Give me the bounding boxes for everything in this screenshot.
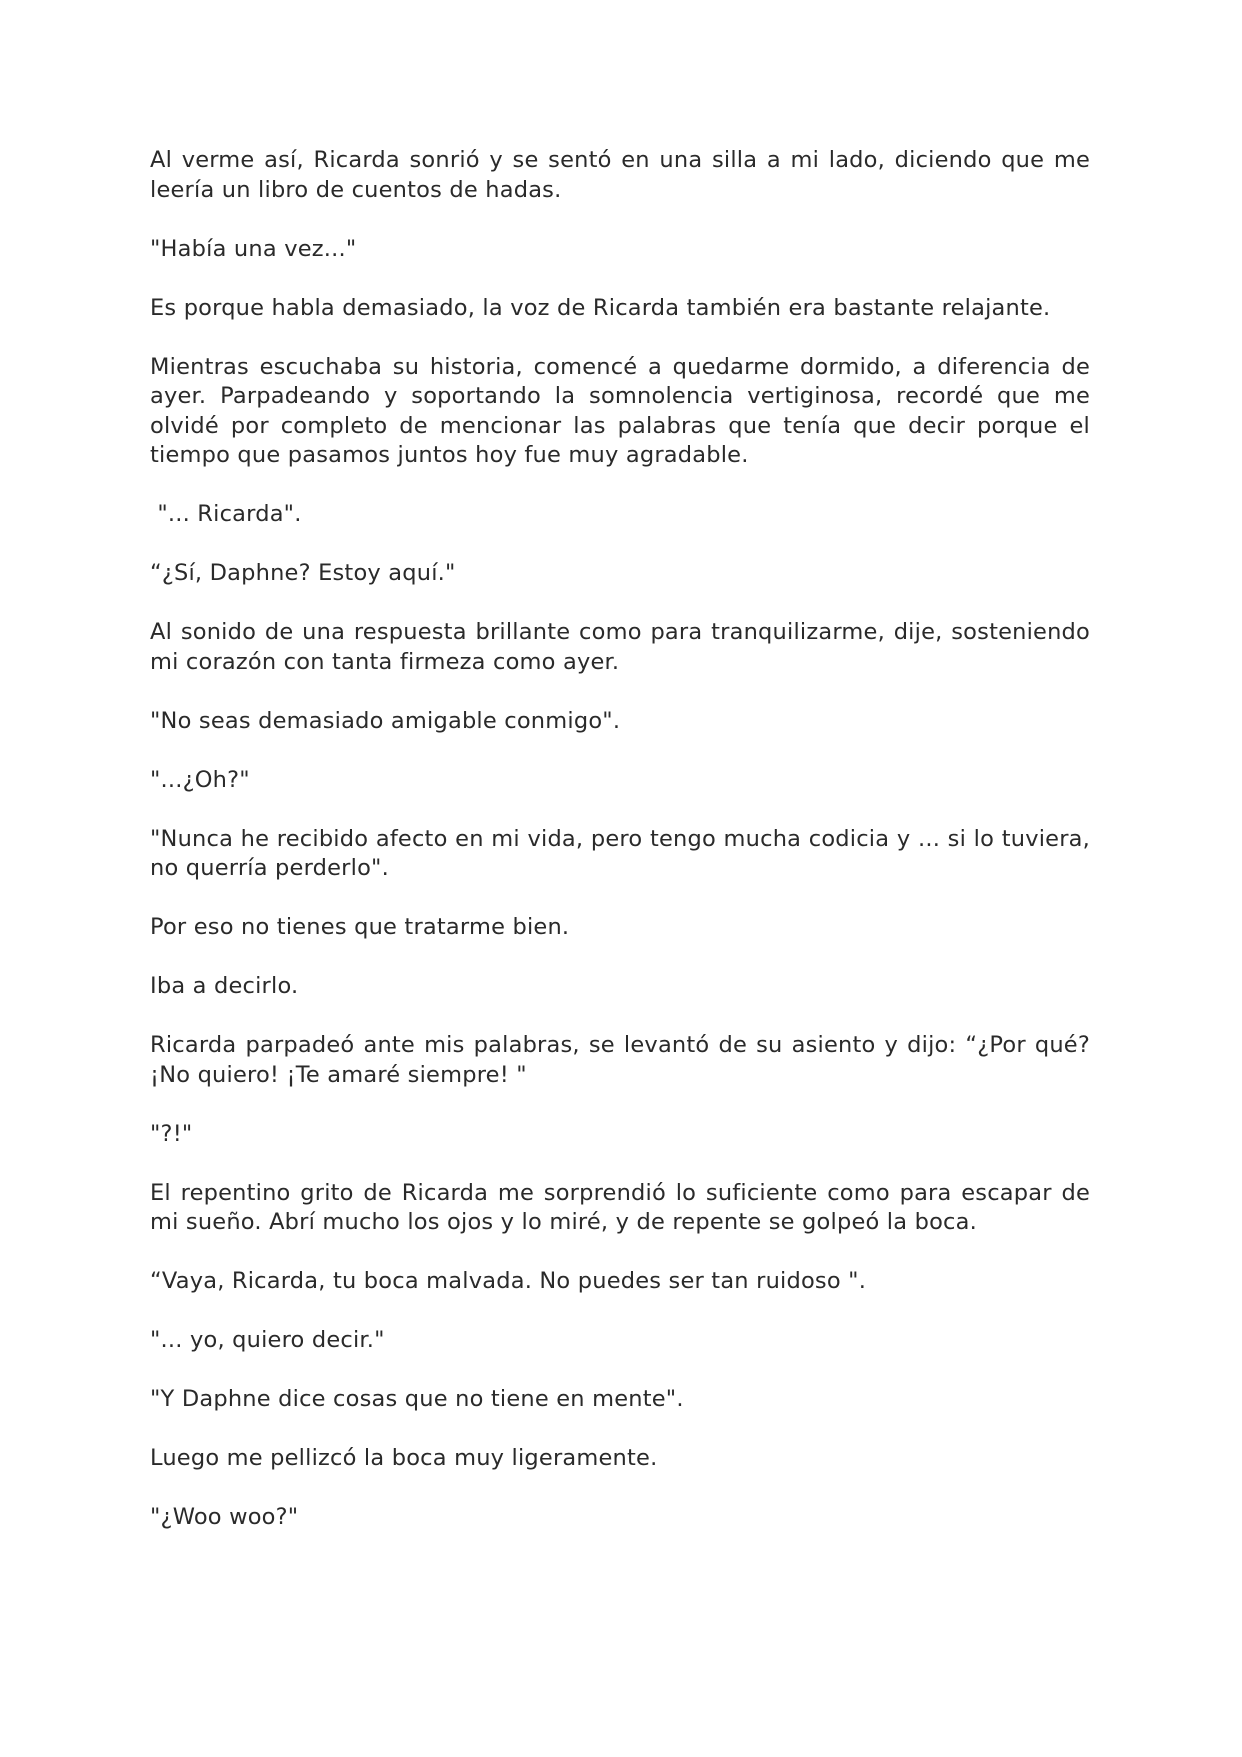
paragraph: "?!" xyxy=(150,1120,193,1147)
paragraph: Es porque habla demasiado, la voz de Ricarda también era bastante relajante. xyxy=(150,294,1051,321)
paragraph: "No seas demasiado amigable conmigo". xyxy=(150,707,621,734)
paragraph: "... Ricarda". xyxy=(150,501,302,527)
paragraph: “¿Sí, Daphne? Estoy aquí." xyxy=(150,560,456,586)
paragraph: "¿Woo woo?" xyxy=(150,1504,299,1530)
paragraph: Ricarda parpadeó ante mis palabras, se levantó de su asiento y dijo: “¿Por qué? ¡No quiero! ¡Te amaré siempre! " xyxy=(150,1032,1090,1088)
paragraph: El repentino grito de Ricarda me sorprendió lo suficiente como para escapar de mi sueño. Abrí mucho los ojos y lo miré, y de repente se golpeó la boca. xyxy=(150,1179,1090,1235)
paragraph: Mientras escuchaba su historia, comencé a quedarme dormido, a diferencia de ayer. Parpadeando y soportando la somnolencia vertiginosa, recordé que me olvidé por completo de mencionar las palabras que tenía que decir porque el tiempo que pasamos juntos hoy fue muy agradable. xyxy=(150,353,1090,468)
paragraph: Por eso no tienes que tratarme bien. xyxy=(150,914,570,940)
paragraph: Iba a decirlo. xyxy=(150,973,299,999)
paragraph: Luego me pellizcó la boca muy ligeramente. xyxy=(150,1445,658,1471)
paragraph: Al verme así, Ricarda sonrió y se sentó en una silla a mi lado, diciendo que me leería un libro de cuentos de hadas. xyxy=(150,147,1090,203)
paragraph: "... yo, quiero decir." xyxy=(150,1327,385,1353)
paragraph: "...¿Oh?" xyxy=(150,766,250,793)
paragraph: Al sonido de una respuesta brillante como para tranquilizarme, dije, sosteniendo mi corazón con tanta firmeza como ayer. xyxy=(150,619,1090,675)
paragraph: "Y Daphne dice cosas que no tiene en mente". xyxy=(150,1386,684,1412)
paragraph: “Vaya, Ricarda, tu boca malvada. No puedes ser tan ruidoso ". xyxy=(150,1268,867,1294)
paragraph: "Nunca he recibido afecto en mi vida, pero tengo mucha codicia y ... si lo tuviera, no querría perderlo". xyxy=(150,825,1090,881)
document-page xyxy=(150,146,1090,1562)
paragraph: "Había una vez..." xyxy=(150,235,357,262)
